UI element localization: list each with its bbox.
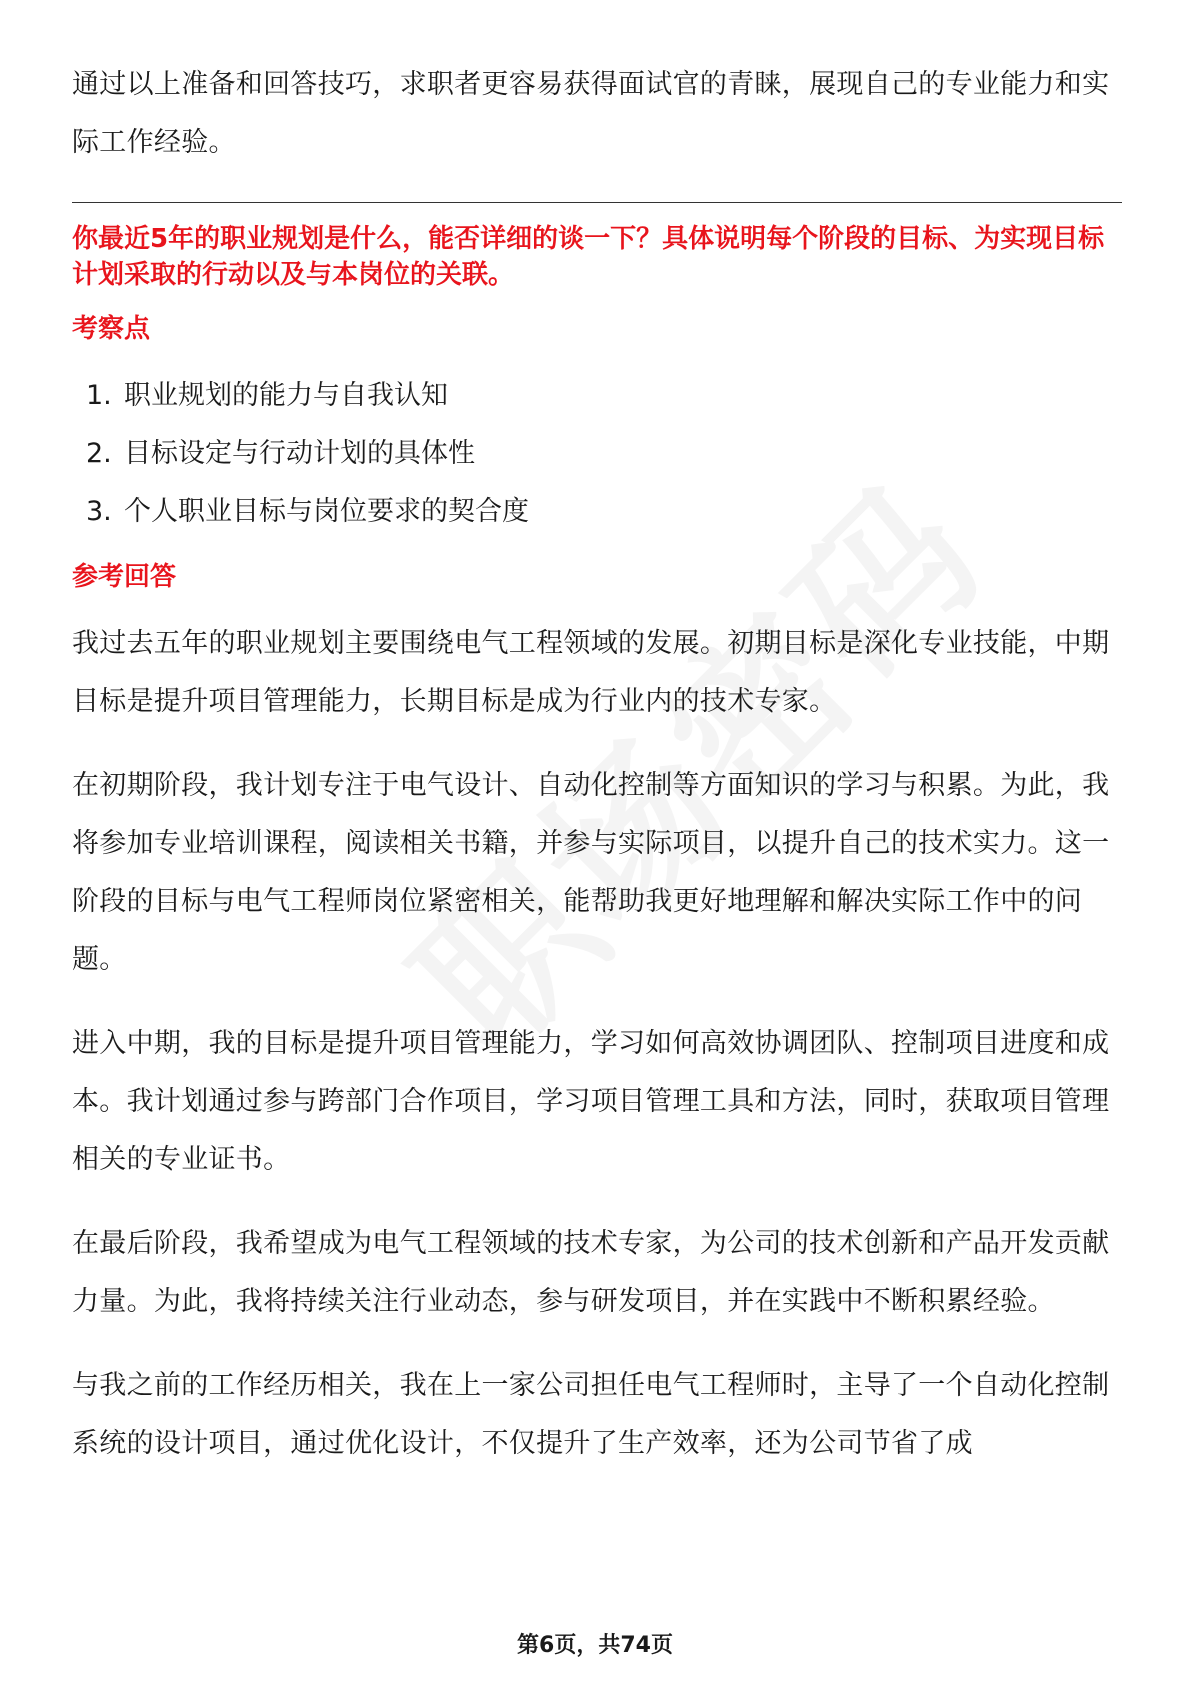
question-heading: 你最近5年的职业规划是什么，能否详细的谈一下？具体说明每个阶段的目标、为实现目标计划采取的行动以及与本岗位的关联。: [72, 224, 1105, 290]
focus-title: 考察点: [72, 314, 151, 344]
list-number: 2.: [86, 438, 112, 469]
answer-paragraph: 我过去五年的职业规划主要围绕电气工程领域的发展。初期目标是深化专业技能，中期目标是提升项目管理能力，长期目标是成为行业内的技术专家。: [72, 628, 1110, 717]
answer-title: 参考回答: [72, 562, 177, 592]
focus-list-item: [86, 425, 1122, 483]
focus-list-item: [86, 367, 1122, 425]
list-item-text: 目标设定与行动计划的具体性: [124, 438, 475, 469]
focus-list: [72, 367, 1122, 541]
answer-paragraph: 在最后阶段，我希望成为电气工程领域的技术专家，为公司的技术创新和产品开发贡献力量。为此，我将持续关注行业动态，参与研发项目，并在实践中不断积累经验。: [72, 1228, 1110, 1317]
focus-list-item: [86, 483, 1122, 541]
answer-paragraph: 在初期阶段，我计划专注于电气设计、自动化控制等方面知识的学习与积累。为此，我将参加专业培训课程，阅读相关书籍，并参与实际项目，以提升自己的技术实力。这一阶段的目标与电气工程师岗位紧密相关，能帮助我更好地理解和解决实际工作中的问题。: [72, 770, 1110, 975]
page-content: [72, 56, 1122, 1499]
section-divider: [72, 202, 1122, 203]
list-number: 3.: [86, 496, 112, 527]
answer-paragraph: 进入中期，我的目标是提升项目管理能力，学习如何高效协调团队、控制项目进度和成本。我计划通过参与跨部门合作项目，学习项目管理工具和方法，同时，获取项目管理相关的专业证书。: [72, 1028, 1110, 1175]
page-number: 第6页，共74页: [517, 1633, 673, 1658]
list-number: 1.: [86, 380, 112, 411]
intro-paragraph: 通过以上准备和回答技巧，求职者更容易获得面试官的青睐，展现自己的专业能力和实际工作经验。: [72, 69, 1110, 158]
list-item-text: 职业规划的能力与自我认知: [124, 380, 448, 411]
answer-paragraph: 与我之前的工作经历相关，我在上一家公司担任电气工程师时，主导了一个自动化控制系统的设计项目，通过优化设计，不仅提升了生产效率，还为公司节省了成: [72, 1370, 1110, 1459]
list-item-text: 个人职业目标与岗位要求的契合度: [124, 496, 529, 527]
